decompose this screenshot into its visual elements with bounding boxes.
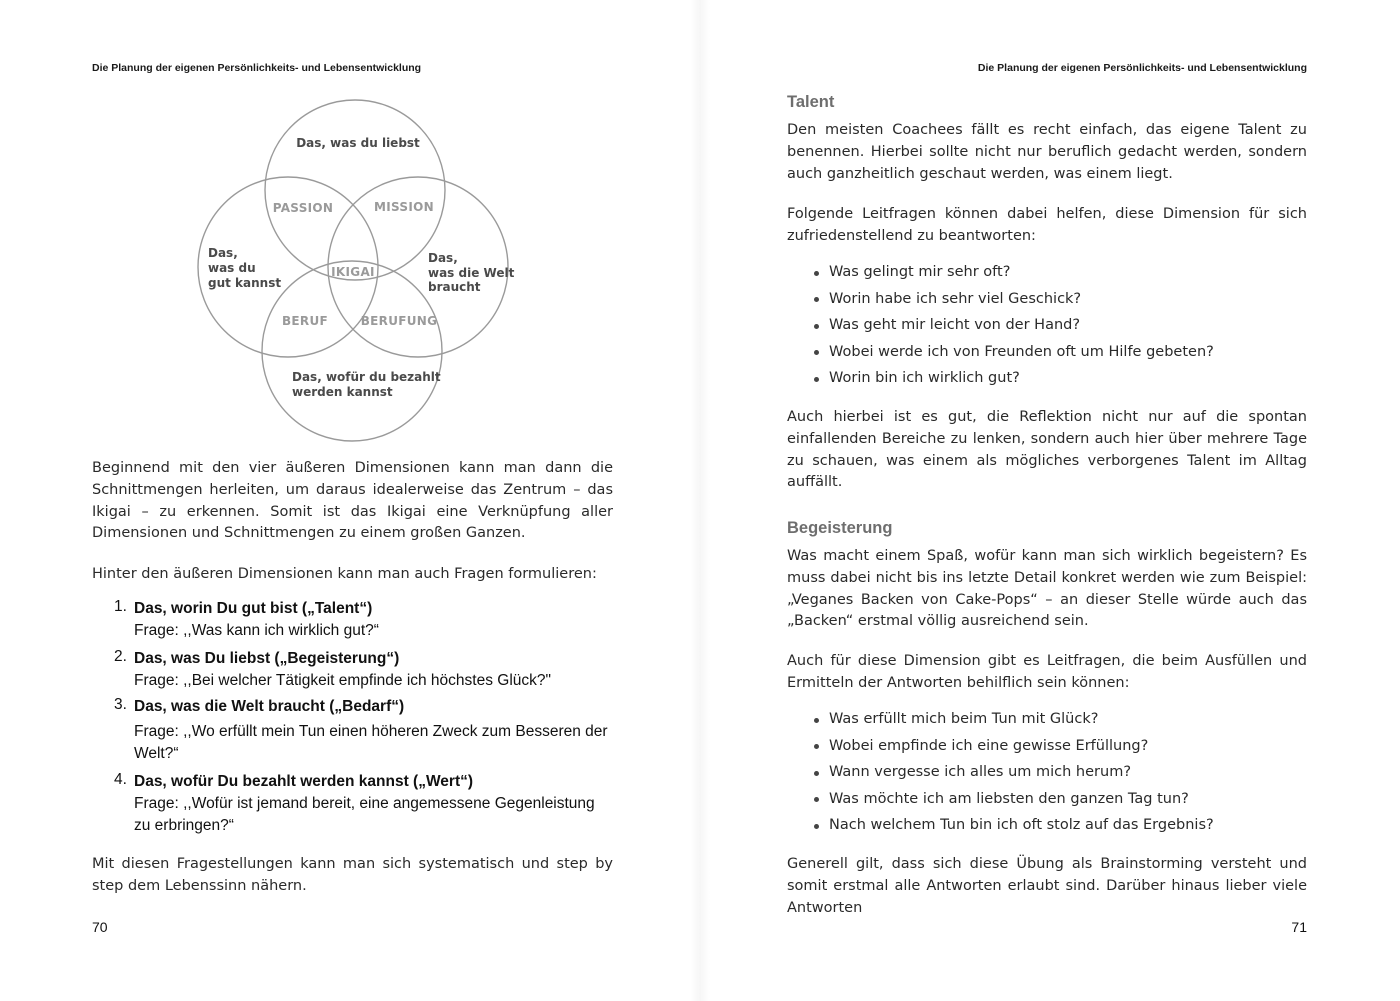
running-head-left: Die Planung der eigenen Persönlichkeits- und Lebensentwicklung [92, 62, 422, 74]
venn-svg [190, 95, 520, 450]
question-title: Das, was die Welt braucht („Bedarf“) [134, 698, 405, 715]
venn-label-good-at-3: gut kannst [208, 276, 282, 290]
list-item: Nach welchem Tun bin ich oft stolz auf das Ergebnis? [787, 815, 1214, 842]
question-text: Frage: ,,Wofür ist jemand bereit, eine angemessene Gegenleistung zu erbringen?“ [134, 795, 595, 834]
begeisterung-paragraph-1: Was macht einem Spaß, wofür kann man sich wirklich begeistern? Es muss dabei nicht bis ins letzte Detail konkret werden wie zum Beispiel: „Veganes Backen von Cake-Pops“ – an dieser Stelle würde auch das „Backen“ erstmal völlig ausreichend sein. [787, 548, 1307, 630]
list-item: Was geht mir leicht von der Hand? [787, 315, 1214, 342]
running-head-right: Die Planung der eigenen Persönlichkeits- und Lebensentwicklung [977, 62, 1307, 74]
begeisterung-paragraph-3: Generell gilt, dass sich diese Übung als Brainstorming versteht und somit erstmal alle Antworten erlaubt sind. Darüber hinaus lieber viele Antworten [787, 856, 1307, 916]
list-item: Was erfüllt mich beim Tun mit Glück? [787, 709, 1214, 736]
list-item: Was möchte ich am liebsten den ganzen Tag tun? [787, 789, 1214, 816]
question-title: Das, wofür Du bezahlt werden kannst („Wert“) [134, 773, 474, 790]
page-number-left: 70 [92, 919, 108, 935]
talent-paragraph-2: Folgende Leitfragen können dabei helfen, diese Dimension für sich zufriedenstellend zu beantworten: [787, 206, 1307, 244]
question-number: 1. [114, 598, 127, 615]
venn-circle-paid-for [262, 261, 442, 441]
left-paragraph-2: Hinter den äußeren Dimensionen kann man auch Fragen formulieren: [92, 566, 597, 582]
venn-label-good-at-1: Das, [208, 246, 238, 260]
list-item: Wobei werde ich von Freunden oft um Hilfe gebeten? [787, 342, 1214, 369]
venn-label-beruf: BERUF [281, 314, 329, 328]
venn-label-paid-for-1: Das, wofür du bezahlt [292, 370, 441, 384]
list-item: Wann vergesse ich alles um mich herum? [787, 762, 1214, 789]
question-text: Frage: ,,Bei welcher Tätigkeit empfinde ich höchstes Glück?" [134, 672, 552, 689]
left-paragraph-3: Mit diesen Fragestellungen kann man sich systematisch und step by step dem Lebenssinn nähern. [92, 856, 613, 894]
venn-label-berufung: BERUFUNG [360, 314, 438, 328]
question-item [92, 648, 614, 696]
ikigai-venn-diagram [190, 95, 520, 450]
page-number-right: 71 [1291, 919, 1307, 935]
list-item: Worin bin ich wirklich gut? [787, 368, 1214, 395]
question-list [92, 598, 614, 843]
question-item [92, 771, 614, 843]
venn-label-world-needs-1: Das, [428, 251, 458, 265]
list-item: Was gelingt mir sehr oft? [787, 262, 1214, 289]
venn-circle-love [265, 100, 445, 280]
question-item [92, 598, 614, 648]
heading-begeisterung: Begeisterung [787, 519, 893, 537]
venn-label-paid-for-2: werden kannst [292, 385, 393, 399]
right-page [700, 0, 1400, 1001]
venn-label-mission: MISSION [374, 200, 434, 214]
list-item: Worin habe ich sehr viel Geschick? [787, 289, 1214, 316]
talent-paragraph-1: Den meisten Coachees fällt es recht einfach, das eigene Talent zu benennen. Hierbei sollte nicht nur beruflich gedacht werden, sondern auch ganzheitlich geschaut werden, was einem liegt. [787, 122, 1307, 182]
question-item [92, 696, 614, 771]
talent-question-list [787, 262, 1214, 395]
question-number: 2. [114, 648, 127, 665]
left-paragraph-1: Beginnend mit den vier äußeren Dimensionen kann man dann die Schnittmengen herleiten, um daraus idealerweise das Zentrum – das Ikigai – zu erkennen. Somit ist das Ikigai eine Verknüpfung aller Dimensionen und Schnittmengen zu einem großen Ganzen. [92, 460, 613, 542]
begeisterung-question-list [787, 709, 1214, 842]
begeisterung-paragraph-2: Auch für diese Dimension gibt es Leitfragen, die beim Ausfüllen und Ermitteln der Antworten behilflich sein können: [787, 653, 1307, 691]
talent-paragraph-3: Auch hierbei ist es gut, die Reflektion nicht nur auf die spontan einfallenden Bereiche zu lenken, sondern auch hier über mehrere Tage zu schauen, was einem als mögliches verborgenes Talent im Alltag auffällt. [787, 409, 1307, 491]
venn-label-world-needs-3: braucht [428, 280, 481, 294]
heading-talent: Talent [787, 93, 835, 111]
question-text: Frage: ,,Wo erfüllt mein Tun einen höheren Zweck zum Besseren der Welt?“ [134, 723, 608, 762]
venn-label-good-at-2: was du [208, 261, 256, 275]
question-title: Das, was Du liebst („Begeisterung“) [134, 650, 400, 667]
venn-label-ikigai: IKIGAI [331, 265, 375, 279]
question-number: 3. [114, 696, 127, 713]
list-item: Wobei empfinde ich eine gewisse Erfüllung? [787, 736, 1214, 763]
venn-label-love: Das, was du liebst [296, 136, 420, 150]
question-title: Das, worin Du gut bist („Talent“) [134, 600, 373, 617]
question-text: Frage: ,,Was kann ich wirklich gut?“ [134, 622, 379, 639]
venn-label-world-needs-2: was die Welt [428, 266, 515, 280]
venn-label-passion: PASSION [272, 201, 334, 215]
question-number: 4. [114, 771, 127, 788]
